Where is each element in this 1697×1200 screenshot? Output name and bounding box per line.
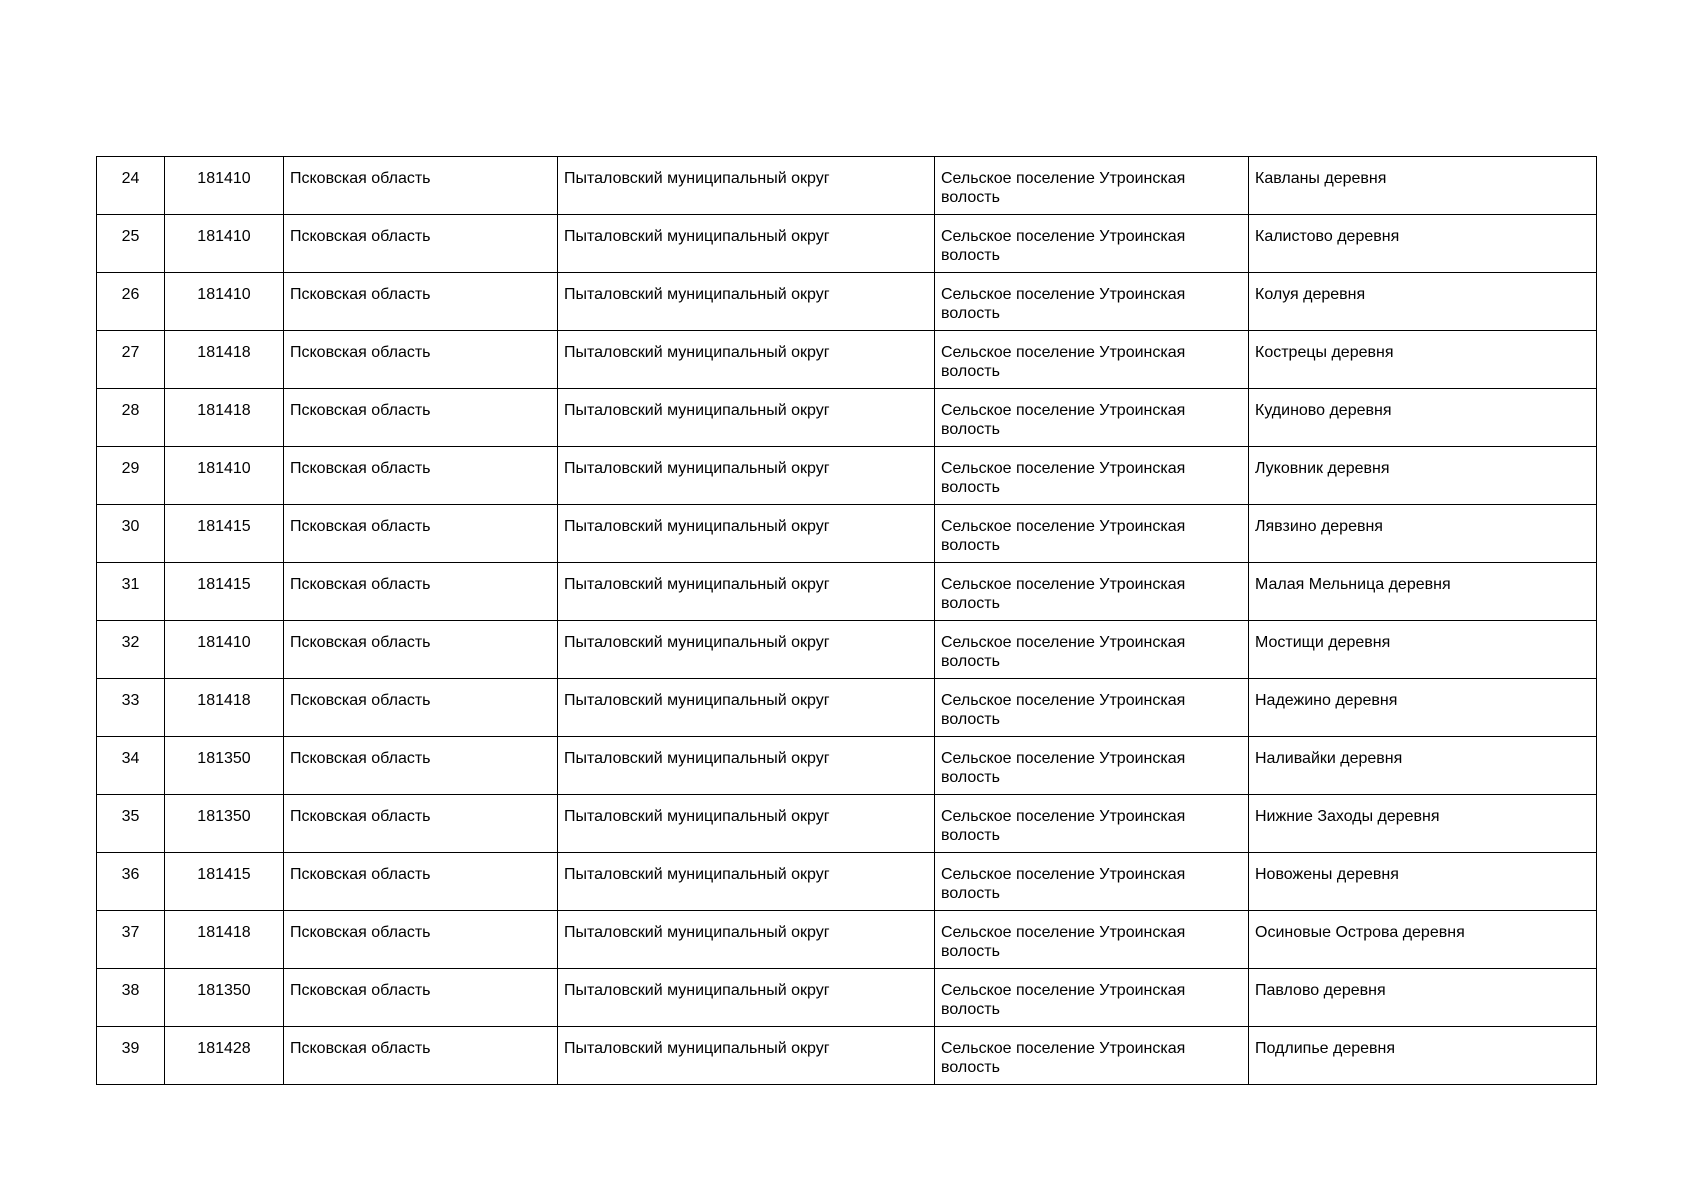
cell-region: Псковская область (284, 911, 558, 969)
cell-district: Пыталовский муниципальный округ (558, 911, 935, 969)
cell-postal-code: 181415 (165, 505, 284, 563)
cell-region: Псковская область (284, 563, 558, 621)
cell-district: Пыталовский муниципальный округ (558, 795, 935, 853)
cell-region: Псковская область (284, 389, 558, 447)
cell-settlement: Сельское поселение Утроинская волость (935, 679, 1249, 737)
cell-district: Пыталовский муниципальный округ (558, 389, 935, 447)
table-row (97, 621, 1597, 679)
cell-number: 27 (97, 331, 165, 389)
cell-district: Пыталовский муниципальный округ (558, 447, 935, 505)
cell-region: Псковская область (284, 157, 558, 215)
cell-region: Псковская область (284, 737, 558, 795)
cell-settlement: Сельское поселение Утроинская волость (935, 215, 1249, 273)
table-row (97, 969, 1597, 1027)
cell-district: Пыталовский муниципальный округ (558, 505, 935, 563)
cell-locality: Луковник деревня (1249, 447, 1597, 505)
cell-region: Псковская область (284, 273, 558, 331)
cell-postal-code: 181418 (165, 389, 284, 447)
cell-postal-code: 181350 (165, 795, 284, 853)
cell-settlement: Сельское поселение Утроинская волость (935, 853, 1249, 911)
table-row (97, 679, 1597, 737)
address-table (96, 156, 1597, 1085)
cell-settlement: Сельское поселение Утроинская волость (935, 447, 1249, 505)
cell-settlement: Сельское поселение Утроинская волость (935, 157, 1249, 215)
table-row (97, 331, 1597, 389)
cell-district: Пыталовский муниципальный округ (558, 157, 935, 215)
cell-settlement: Сельское поселение Утроинская волость (935, 1027, 1249, 1085)
address-table-body (97, 157, 1597, 1085)
cell-region: Псковская область (284, 853, 558, 911)
cell-locality: Павлово деревня (1249, 969, 1597, 1027)
table-row (97, 563, 1597, 621)
cell-region: Псковская область (284, 795, 558, 853)
cell-postal-code: 181410 (165, 215, 284, 273)
cell-locality: Осиновые Острова деревня (1249, 911, 1597, 969)
table-row (97, 447, 1597, 505)
cell-settlement: Сельское поселение Утроинская волость (935, 505, 1249, 563)
cell-settlement: Сельское поселение Утроинская волость (935, 563, 1249, 621)
cell-locality: Новожены деревня (1249, 853, 1597, 911)
cell-settlement: Сельское поселение Утроинская волость (935, 389, 1249, 447)
cell-settlement: Сельское поселение Утроинская волость (935, 621, 1249, 679)
cell-postal-code: 181418 (165, 331, 284, 389)
table-row (97, 737, 1597, 795)
cell-locality: Калистово деревня (1249, 215, 1597, 273)
cell-locality: Мостищи деревня (1249, 621, 1597, 679)
cell-number: 31 (97, 563, 165, 621)
cell-district: Пыталовский муниципальный округ (558, 1027, 935, 1085)
cell-number: 35 (97, 795, 165, 853)
cell-number: 32 (97, 621, 165, 679)
cell-locality: Надежино деревня (1249, 679, 1597, 737)
table-row (97, 1027, 1597, 1085)
cell-region: Псковская область (284, 1027, 558, 1085)
cell-number: 34 (97, 737, 165, 795)
cell-locality: Лявзино деревня (1249, 505, 1597, 563)
cell-number: 29 (97, 447, 165, 505)
cell-settlement: Сельское поселение Утроинская волость (935, 969, 1249, 1027)
cell-number: 28 (97, 389, 165, 447)
cell-district: Пыталовский муниципальный округ (558, 331, 935, 389)
cell-postal-code: 181410 (165, 621, 284, 679)
cell-number: 24 (97, 157, 165, 215)
table-row (97, 505, 1597, 563)
cell-postal-code: 181410 (165, 273, 284, 331)
cell-postal-code: 181410 (165, 157, 284, 215)
cell-number: 39 (97, 1027, 165, 1085)
table-row (97, 795, 1597, 853)
cell-locality: Нижние Заходы деревня (1249, 795, 1597, 853)
cell-settlement: Сельское поселение Утроинская волость (935, 737, 1249, 795)
cell-region: Псковская область (284, 621, 558, 679)
cell-region: Псковская область (284, 505, 558, 563)
cell-district: Пыталовский муниципальный округ (558, 969, 935, 1027)
table-row (97, 157, 1597, 215)
cell-district: Пыталовский муниципальный округ (558, 563, 935, 621)
cell-number: 25 (97, 215, 165, 273)
cell-district: Пыталовский муниципальный округ (558, 679, 935, 737)
cell-number: 36 (97, 853, 165, 911)
cell-locality: Кудиново деревня (1249, 389, 1597, 447)
cell-region: Псковская область (284, 679, 558, 737)
cell-postal-code: 181410 (165, 447, 284, 505)
cell-postal-code: 181418 (165, 679, 284, 737)
cell-postal-code: 181428 (165, 1027, 284, 1085)
cell-locality: Подлипье деревня (1249, 1027, 1597, 1085)
cell-number: 26 (97, 273, 165, 331)
cell-district: Пыталовский муниципальный округ (558, 737, 935, 795)
cell-locality: Кострецы деревня (1249, 331, 1597, 389)
cell-district: Пыталовский муниципальный округ (558, 621, 935, 679)
cell-region: Псковская область (284, 331, 558, 389)
cell-number: 33 (97, 679, 165, 737)
cell-number: 30 (97, 505, 165, 563)
cell-locality: Колуя деревня (1249, 273, 1597, 331)
cell-settlement: Сельское поселение Утроинская волость (935, 331, 1249, 389)
cell-settlement: Сельское поселение Утроинская волость (935, 273, 1249, 331)
cell-postal-code: 181350 (165, 737, 284, 795)
cell-region: Псковская область (284, 969, 558, 1027)
cell-postal-code: 181415 (165, 853, 284, 911)
cell-region: Псковская область (284, 447, 558, 505)
cell-postal-code: 181350 (165, 969, 284, 1027)
cell-number: 37 (97, 911, 165, 969)
cell-number: 38 (97, 969, 165, 1027)
cell-postal-code: 181415 (165, 563, 284, 621)
cell-district: Пыталовский муниципальный округ (558, 853, 935, 911)
cell-locality: Наливайки деревня (1249, 737, 1597, 795)
cell-region: Псковская область (284, 215, 558, 273)
cell-settlement: Сельское поселение Утроинская волость (935, 911, 1249, 969)
cell-district: Пыталовский муниципальный округ (558, 273, 935, 331)
table-row (97, 853, 1597, 911)
cell-locality: Малая Мельница деревня (1249, 563, 1597, 621)
cell-district: Пыталовский муниципальный округ (558, 215, 935, 273)
cell-postal-code: 181418 (165, 911, 284, 969)
cell-locality: Кавланы деревня (1249, 157, 1597, 215)
table-row (97, 911, 1597, 969)
cell-settlement: Сельское поселение Утроинская волость (935, 795, 1249, 853)
table-row (97, 215, 1597, 273)
table-row (97, 273, 1597, 331)
table-row (97, 389, 1597, 447)
